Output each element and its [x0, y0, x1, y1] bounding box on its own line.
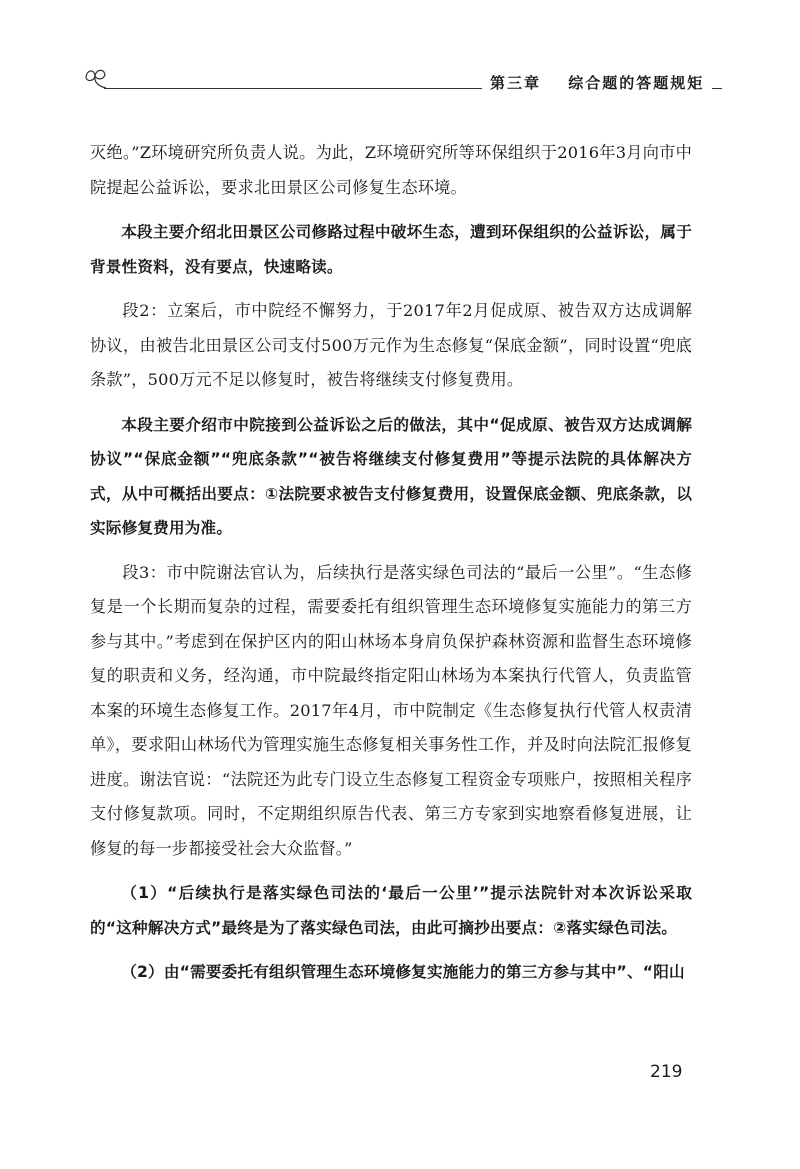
- chapter-number: 第三章: [490, 74, 542, 92]
- page-number: 219: [650, 1062, 683, 1082]
- body-text: [90, 136, 692, 990]
- chapter-heading: [482, 72, 712, 93]
- analysis-paragraph: 本段主要介绍北田景区公司修路过程中破坏生态，遭到环保组织的公益诉讼，属于背景性资料，没有要点，快速略读。: [90, 223, 692, 276]
- source-paragraph-3: 段3：市中院谢法官认为，后续执行是落实绿色司法的“最后一公里”。“生态修复是一个长期而复杂的过程，需要委托有组织管理生态环境修复实施能力的第三方参与其中。”考虑到在保护区内的阳山林场本身肩负保护森林资源和监督生态环境修复的职责和义务，经沟通，市中院最终指定阳山林场为本案执行代管人，负责监管本案的环境生态修复工作。2017年4月，市中院制定《生态修复执行代管人权责清单》，要求阳山林场代为管理实施生态修复相关事务性工作，并及时向法院汇报修复进度。谢法官说：“法院还为此专门设立生态修复工程资金专项账户，按照相关程序支付修复款项。同时，不定期组织原告代表、第三方专家到实地察看修复进展，让修复的每一步都接受社会大众监督。”: [90, 562, 692, 858]
- leaf-ornament-icon: [82, 66, 108, 88]
- analysis-paragraph: 本段主要介绍市中院接到公益诉讼之后的做法，其中“促成原、被告双方达成调解协议”“保底金额”“兜底条款”“被告将继续支付修复费用”等提示法院的具体解决方式，从中可概括出要点：①法院要求被告支付修复费用，设置保底金额、兜底条款，以实际修复费用为准。: [90, 415, 692, 537]
- paragraph-continuation: 灭绝。”Z环境研究所负责人说。为此，Z环境研究所等环保组织于2016年3月向市中院提起公益诉讼，要求北田景区公司修复生态环境。: [90, 143, 692, 197]
- chapter-title: 综合题的答题规矩: [568, 74, 705, 92]
- analysis-point-1: （1）“后续执行是落实绿色司法的‘最后一公里’”提示法院针对本次诉讼采取的“这种解决方式”最终是为了落实绿色司法，由此可摘抄出要点：②落实绿色司法。: [90, 884, 692, 937]
- running-header: [82, 64, 722, 104]
- source-paragraph-2: 段2：立案后，市中院经不懈努力，于2017年2月促成原、被告双方达成调解协议，由被告北田景区公司支付500万元作为生态修复“保底金额”，同时设置“兜底条款”，500万元不足以修复时，被告将继续支付修复费用。: [90, 301, 692, 389]
- analysis-point-2: （2）由“需要委托有组织管理生态环境修复实施能力的第三方参与其中”、“阳山: [121, 963, 685, 981]
